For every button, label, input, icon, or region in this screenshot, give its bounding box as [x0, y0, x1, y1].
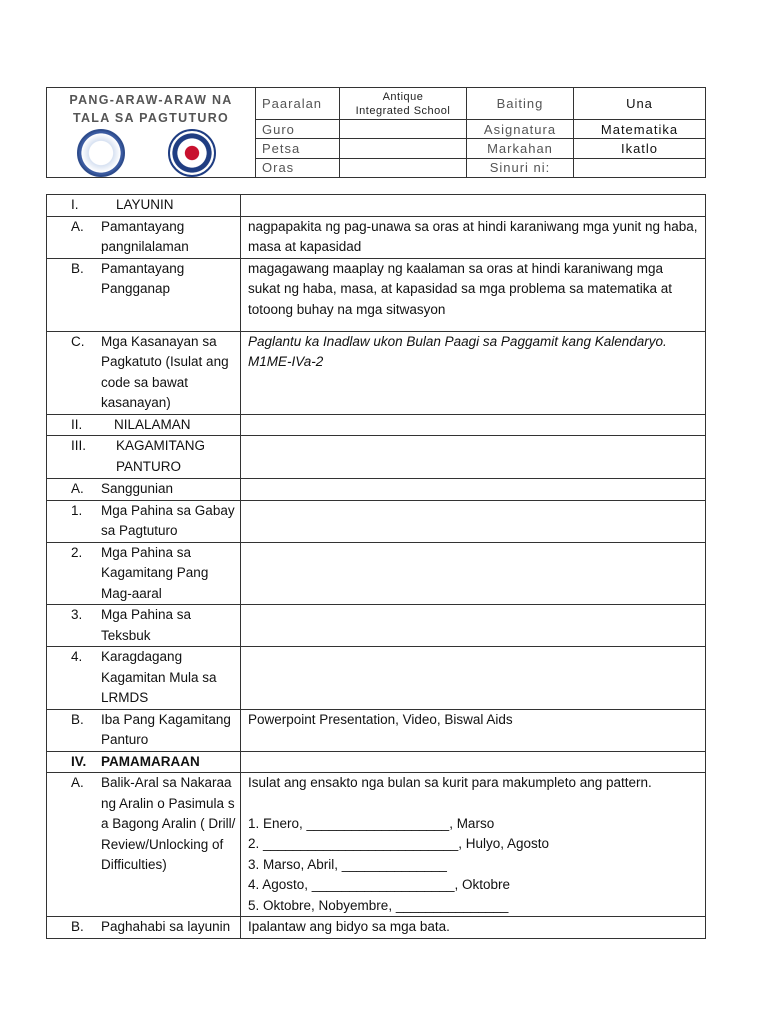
row-content: nagpapakita ng pag-unawa sa oras at hindi karaniwang mga yunit ng haba, masa at kapasidad — [241, 216, 706, 258]
row-label: Mga Pahina sa Gabay sa Pagtuturo — [101, 502, 235, 538]
section-heading: PAMAMARAAN — [101, 753, 200, 769]
row-label: Mga Kasanayan sa Pagkatuto (Isulat ang code sa bawat kasanayan) — [101, 333, 229, 410]
seals — [47, 127, 255, 177]
table-row — [47, 647, 706, 710]
row-number: B. — [71, 260, 84, 276]
quarter-value: Ikatlo — [574, 139, 706, 158]
lesson-plan-table — [46, 194, 706, 939]
row-number: A. — [71, 218, 84, 234]
row-content: Ipalantaw ang bidyo sa mga bata. — [241, 917, 706, 939]
table-row — [47, 773, 706, 917]
row-content — [241, 479, 706, 501]
table-row — [47, 258, 706, 331]
row-label: Pamantayang pangnilalaman — [101, 218, 189, 254]
deped-seal-icon — [168, 129, 216, 177]
row-number: III. — [71, 438, 87, 453]
school-seal-icon — [77, 129, 125, 177]
table-row — [47, 500, 706, 542]
teacher-label: Guro — [256, 120, 340, 139]
time-value — [340, 158, 467, 177]
school-value-line1: Antique — [382, 90, 424, 103]
date-value — [340, 139, 467, 158]
row-content — [241, 647, 706, 710]
row-content — [241, 773, 706, 917]
row-label: Mga Pahina sa Teksbuk — [101, 607, 192, 643]
school-label: Paaralan — [256, 88, 340, 120]
row-number: C. — [71, 333, 85, 349]
row-content: magagawang maaplay ng kaalaman sa oras at hindi karaniwang mga sukat ng haba, masa, at kapasidad sa mga problema sa matematika at totoong buhay na mga sitwasyon — [241, 258, 706, 331]
school-value-line2: Integrated School — [355, 104, 451, 117]
row-content — [241, 195, 706, 217]
row-number: B. — [71, 919, 84, 934]
title-line-1: PANG-ARAW-ARAW NA — [69, 93, 233, 107]
row-label: Paghahabi sa layunin — [101, 919, 231, 934]
table-row — [47, 917, 706, 939]
row-number: 4. — [71, 649, 83, 664]
page-title — [47, 91, 255, 127]
row-number: 3. — [71, 607, 83, 622]
competency-code: M1ME-IVa-2 — [248, 354, 324, 369]
row-content — [241, 500, 706, 542]
section-heading: NILALAMAN — [114, 416, 191, 432]
header-title-cell — [47, 88, 256, 178]
row-label: Iba Pang Kagamitang Panturo — [101, 711, 231, 747]
grade-value: Una — [574, 88, 706, 120]
time-label: Oras — [256, 158, 340, 177]
row-label: Karagdagang Kagamitan Mula sa LRMDS — [101, 649, 217, 705]
exercise-item: 2. __________________________, Hulyo, Agosto — [248, 836, 550, 851]
row-label: Mga Pahina sa Kagamitang Pang Mag-aaral — [101, 544, 209, 601]
row-label: Balik-Aral sa Nakaraang Aralin o Pasimula sa Bagong Aralin ( Drill/Review/Unlocking of Difficulties) — [101, 775, 236, 872]
table-row — [47, 331, 706, 414]
exercise-item: 5. Oktobre, Nobyembre, _______________ — [248, 897, 509, 913]
table-row — [47, 605, 706, 647]
row-number: II. — [71, 416, 83, 432]
table-row — [47, 542, 706, 605]
exercise-instruction: Isulat ang ensakto nga bulan sa kurit para makumpleto ang pattern. — [248, 775, 652, 790]
table-row — [47, 195, 706, 217]
row-content — [241, 542, 706, 605]
row-number: B. — [71, 711, 84, 727]
row-label: Sanggunian — [101, 481, 174, 496]
table-row — [47, 436, 706, 479]
row-content — [241, 331, 706, 414]
row-number: 1. — [71, 502, 83, 518]
exercise-item: 4. Agosto, ___________________, Oktobre — [248, 877, 510, 892]
row-content — [241, 414, 706, 436]
exercise-item: 3. Marso, Abril, ______________ — [248, 856, 447, 872]
exercise-item: 1. Enero, ___________________, Marso — [248, 815, 495, 831]
checked-by-value — [574, 158, 706, 177]
date-label: Petsa — [256, 139, 340, 158]
header-table — [46, 87, 706, 178]
table-row — [47, 709, 706, 751]
subject-value: Matematika — [574, 120, 706, 139]
checked-by-label: Sinuri ni: — [467, 158, 574, 177]
title-line-2: TALA SA PAGTUTURO — [72, 111, 230, 125]
row-content — [241, 751, 706, 773]
row-content — [241, 605, 706, 647]
row-number: A. — [71, 775, 84, 790]
table-row — [47, 479, 706, 501]
row-number: I. — [71, 197, 79, 212]
row-number: 2. — [71, 544, 83, 560]
section-heading: KAGAMITANG PANTURO — [116, 438, 206, 474]
row-label: Pamantayang Pangganap — [101, 260, 185, 296]
school-value — [340, 88, 467, 120]
row-number: IV. — [71, 753, 87, 769]
teacher-value — [340, 120, 467, 139]
competency-text: Paglantu ka Inadlaw ukon Bulan Paagi sa Paggamit kang Kalendaryo. — [248, 333, 667, 349]
subject-label: Asignatura — [467, 120, 574, 139]
row-content — [241, 436, 706, 479]
grade-label: Baiting — [467, 88, 574, 120]
table-row — [47, 414, 706, 436]
section-heading: LAYUNIN — [116, 197, 174, 212]
table-row — [47, 751, 706, 773]
table-row — [47, 216, 706, 258]
row-content: Powerpoint Presentation, Video, Biswal Aids — [241, 709, 706, 751]
row-number: A. — [71, 481, 84, 496]
quarter-label: Markahan — [467, 139, 574, 158]
